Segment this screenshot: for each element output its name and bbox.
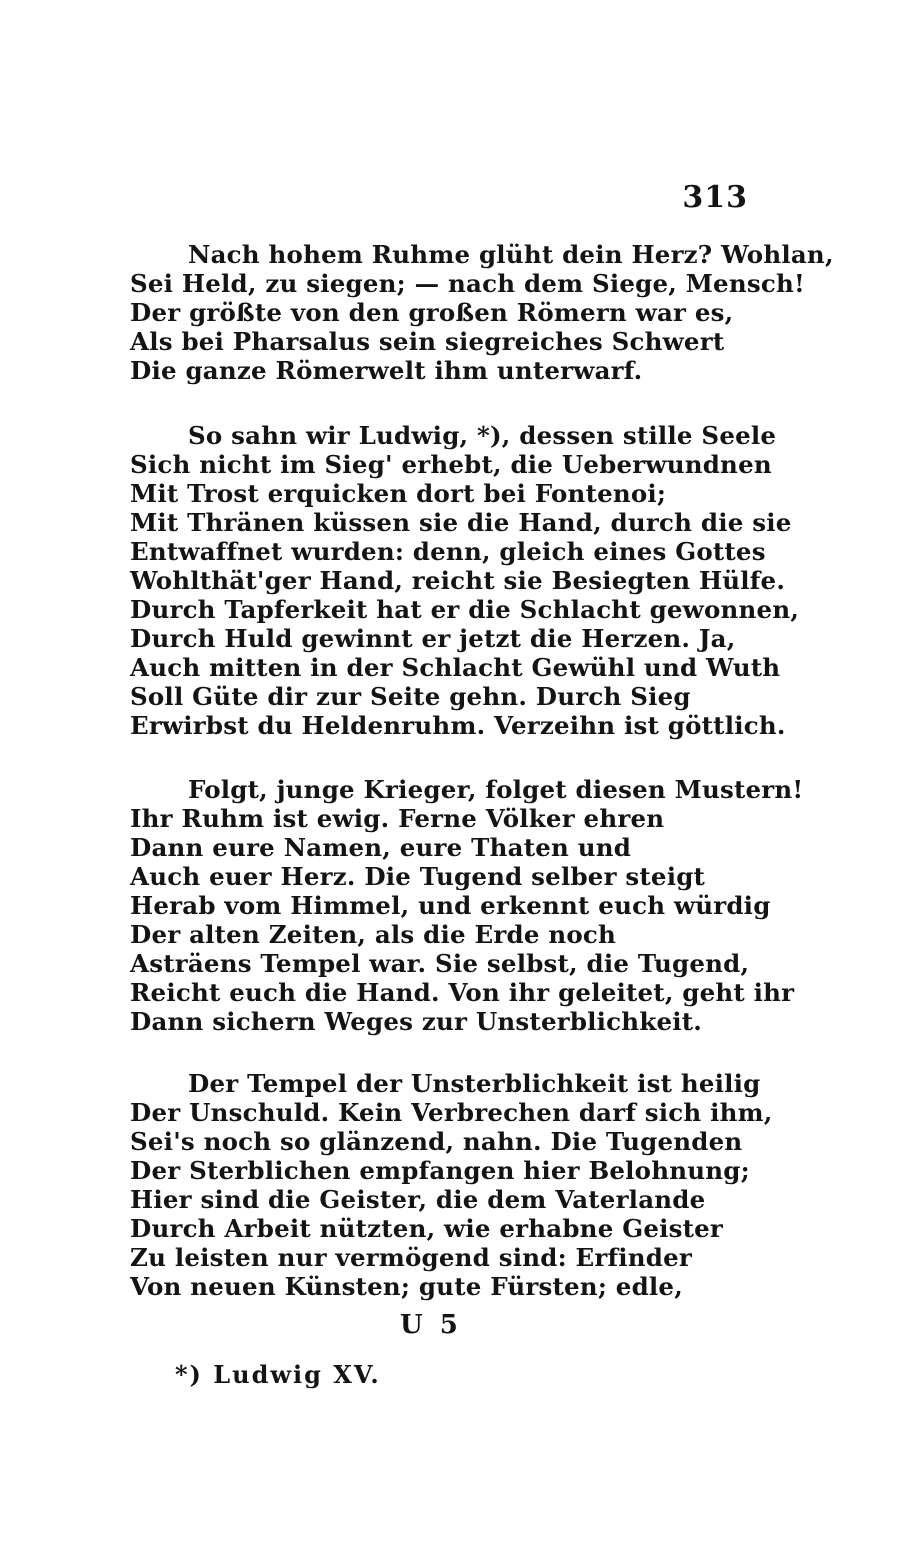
verse-line: Auch mitten in der Schlacht Gewühl und Wuth [130,653,781,682]
verse-line: Dann sichern Weges zur Unsterblichkeit. [130,1007,703,1036]
verse-line: Von neuen Künsten; gute Fürsten; edle, [130,1272,683,1301]
verse-line: Der größte von den großen Römern war es, [130,298,734,327]
verse-line: Asträens Tempel war. Sie selbst, die Tugend, [130,949,750,978]
verse-line: Soll Güte dir zur Seite gehn. Durch Sieg [130,682,691,711]
verse-line: Der Sterblichen empfangen hier Belohnung; [130,1156,750,1185]
verse-line: Durch Arbeit nützten, wie erhabne Geister [130,1214,724,1243]
page-number: 313 [682,180,748,215]
verse-line: Zu leisten nur vermögend sind: Erfinder [130,1243,693,1272]
verse-line: Hier sind die Geister, die dem Vaterlande [130,1185,706,1214]
verse-line: So sahn wir Ludwig, *), dessen stille Seele [188,421,777,450]
verse-line: Der Tempel der Unsterblichkeit ist heilig [188,1069,761,1098]
verse-line: Nach hohem Ruhme glüht dein Herz? Wohlan, [188,240,834,269]
footnote: *) Ludwig XV. [175,1360,381,1389]
verse-line: Der alten Zeiten, als die Erde noch [130,920,617,949]
verse-line: Als bei Pharsalus sein siegreiches Schwert [130,327,725,356]
verse-line: Folgt, junge Krieger, folget diesen Mustern! [188,775,804,804]
verse-line: Dann eure Namen, eure Thaten und [130,833,632,862]
stanza-2 [130,421,800,740]
verse-line: Durch Huld gewinnt er jetzt die Herzen. Ja, [130,624,736,653]
verse-line: Erwirbst du Heldenruhm. Verzeihn ist göttlich. [130,711,786,740]
stanza-3 [130,775,804,1036]
stanza-4 [130,1069,773,1301]
verse-line: Sei's noch so glänzend, nahn. Die Tugenden [130,1127,743,1156]
verse-line: Mit Trost erquicken dort bei Fontenoi; [130,479,667,508]
verse-line: Wohlthät'ger Hand, reicht sie Besiegten Hülfe. [130,566,786,595]
verse-line: Entwaffnet wurden: denn, gleich eines Gottes [130,537,766,566]
verse-line: Sei Held, zu siegen; — nach dem Siege, Mensch! [130,269,805,298]
verse-line: Auch euer Herz. Die Tugend selber steigt [130,862,706,891]
verse-line: Die ganze Römerwelt ihm unterwarf. [130,356,643,385]
verse-line: Reicht euch die Hand. Von ihr geleitet, geht ihr [130,978,795,1007]
verse-line: Mit Thränen küssen sie die Hand, durch die sie [130,508,792,537]
signature-mark: U 5 [400,1310,462,1340]
verse-line: Der Unschuld. Kein Verbrechen darf sich ihm, [130,1098,773,1127]
verse-line: Herab vom Himmel, und erkennt euch würdig [130,891,771,920]
verse-line: Ihr Ruhm ist ewig. Ferne Völker ehren [130,804,665,833]
stanza-1 [130,240,834,385]
verse-line: Sich nicht im Sieg' erhebt, die Ueberwundnen [130,450,772,479]
verse-line: Durch Tapferkeit hat er die Schlacht gewonnen, [130,595,800,624]
